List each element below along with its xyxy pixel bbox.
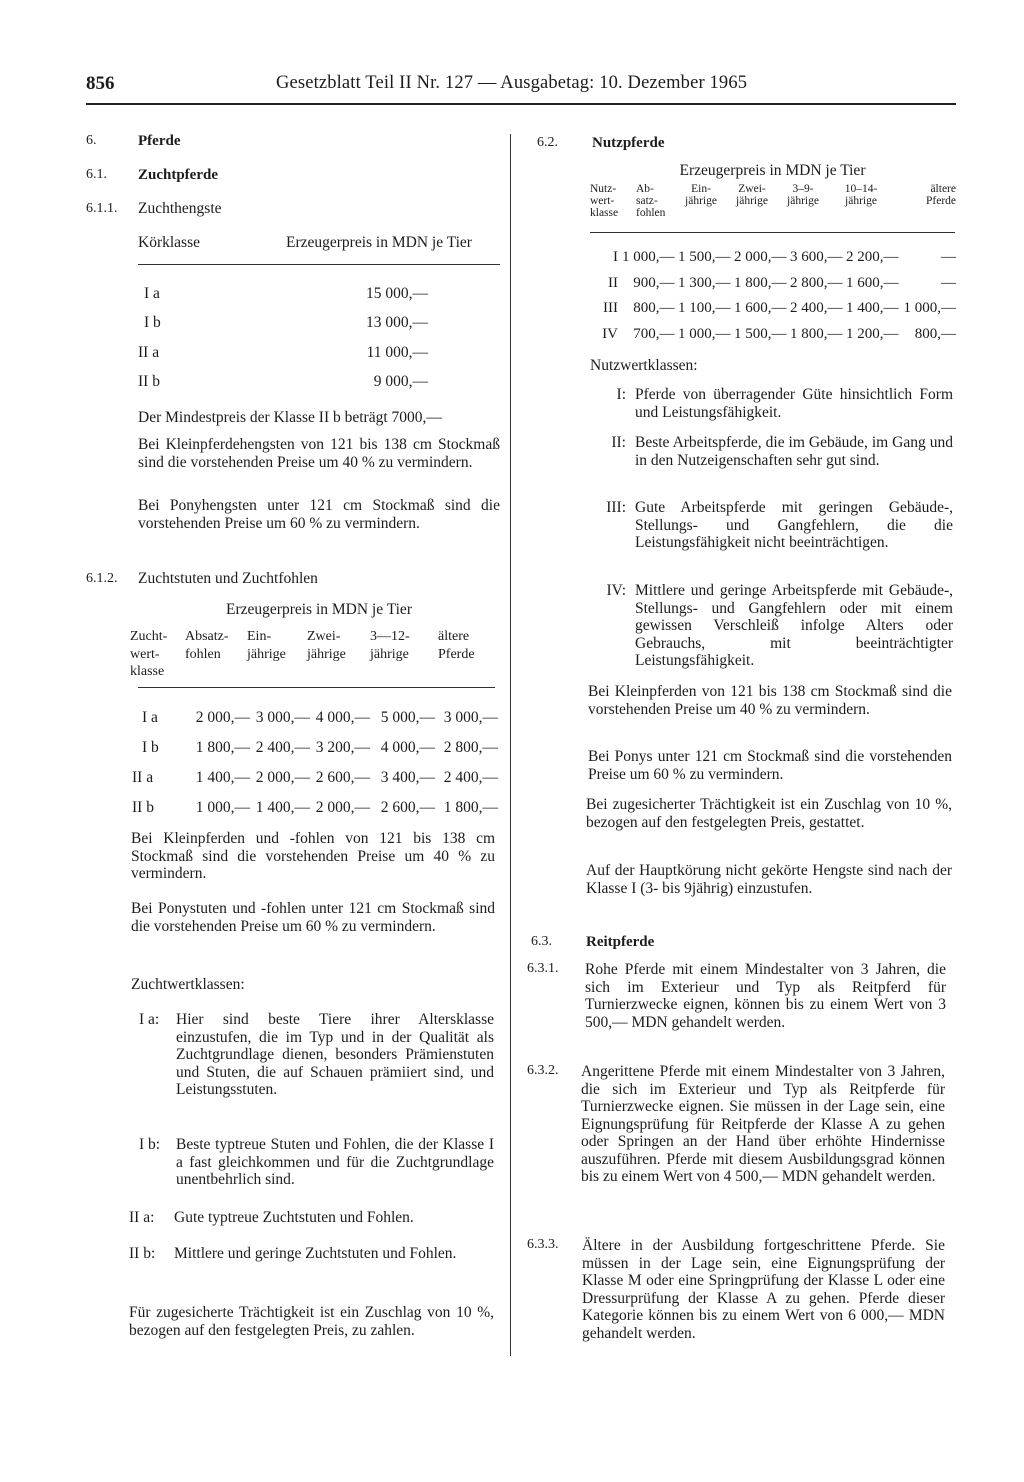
section-title-zuchtpferde: Zuchtpferde xyxy=(138,167,218,183)
note-kleinpferde: Bei Kleinpferden und -fohlen von 121 bis 138 cm Stockmaß sind die vorstehenden Preise um 40 % zu vermindern. xyxy=(131,830,495,882)
table-row xyxy=(138,338,428,368)
section-number: 6.3.1. xyxy=(527,961,559,976)
utility-price-table xyxy=(594,245,956,347)
table-rule xyxy=(138,687,495,688)
cell: 3 200,— xyxy=(315,739,370,756)
classes-title: Nutzwertklassen: xyxy=(590,357,698,374)
cell: 1 800,— xyxy=(790,325,843,342)
utility-table-header xyxy=(590,183,956,219)
note-ponys: Bei Ponys unter 121 cm Stockmaß sind die vorstehenden Preise um 60 % zu vermindern. xyxy=(588,748,952,783)
table-row xyxy=(594,271,956,297)
col-header: Zucht- wert- klasse xyxy=(130,629,168,679)
col-header: Ein- jährige xyxy=(247,629,286,662)
note-traechtigkeit: Bei zugesicherter Trächtigkeit ist ein Zuschlag von 10 %, bezogen auf den festgelegten Preis, gestattet. xyxy=(586,796,952,831)
table-caption: Erzeugerpreis in MDN je Tier xyxy=(226,601,412,618)
cell-preis: 11 000,— xyxy=(366,343,428,361)
class-label: II a: xyxy=(129,1209,155,1226)
col-header: Zwei- jährige xyxy=(736,183,768,207)
section-title-zuchthengste: Zuchthengste xyxy=(138,200,222,217)
page-number: 856 xyxy=(86,73,115,94)
col-header: 3–9- jährige xyxy=(787,183,819,207)
section-title-zuchtstuten: Zuchtstuten und Zuchtfohlen xyxy=(138,570,318,587)
mare-price-table xyxy=(130,703,498,823)
cell: 1 000,— xyxy=(903,300,956,317)
cell: I xyxy=(613,249,618,266)
cell: 1 400,— xyxy=(255,799,310,816)
table-row xyxy=(594,296,956,322)
cell: II xyxy=(608,274,618,291)
table-rule xyxy=(138,264,500,265)
section-text: Rohe Pferde mit einem Mindestalter von 3 Jahren, die sich im Exterieur und Typ als Reitpferd für Turnierzwecke eignen, können bis zu einem Wert von 3 500,— MDN gehandelt werden. xyxy=(585,961,946,1031)
cell-preis: 13 000,— xyxy=(366,314,428,332)
cell: 4 000,— xyxy=(315,709,370,726)
cell: 2 400,— xyxy=(255,739,310,756)
section-text: Angerittene Pferde mit einem Mindestalter von 3 Jahren, die sich im Exterieur und Typ als Reitpferde für Turnierzwecke eignen. Sie müssen in der Lage sein, eine Eignungsprüfung für Reitpferde der Klasse A zu gehen oder Springen an der Hand über erhöhte Hindernisse auszuführen. Pferde mit diesem Ausbildungsgrad können bis zu einem Wert von 4 500,— MDN gehandelt werden. xyxy=(581,1063,945,1185)
cell: — xyxy=(941,274,956,291)
col-header: 10–14- jährige xyxy=(844,183,878,207)
class-text: Beste Arbeitspferde, die im Gebäude, im Gang und in den Nutzeigenschaften sehr gut sind. xyxy=(635,434,953,469)
col-header: ältere Pferde xyxy=(438,629,475,662)
cell: 2 000,— xyxy=(195,709,250,726)
table-row xyxy=(138,279,428,309)
class-text: Pferde von überragender Güte hinsichtlich Form und Leistungsfähigkeit. xyxy=(635,386,953,421)
section-number: 6.3. xyxy=(531,934,552,949)
table-row xyxy=(594,322,956,348)
cell: 4 000,— xyxy=(380,739,435,756)
class-label: I: xyxy=(616,386,626,403)
cell: 2 400,— xyxy=(790,300,843,317)
cell: III xyxy=(603,300,618,317)
section-number: 6.1.1. xyxy=(86,201,118,216)
col-header: 3—12- jährige xyxy=(370,629,410,662)
cell: I b xyxy=(142,739,159,756)
cell: 1 100,— xyxy=(678,300,731,317)
cell: 1 200,— xyxy=(846,325,899,342)
running-title: Gesetzblatt Teil II Nr. 127 — Ausgabetag: 10. Dezember 1965 xyxy=(276,73,748,93)
cell: 2 200,— xyxy=(846,249,899,266)
class-label: I b: xyxy=(139,1136,161,1153)
cell: 1 600,— xyxy=(734,300,787,317)
section-title-reitpferde: Reitpferde xyxy=(586,934,655,950)
class-text: Mittlere und geringe Arbeitspferde mit Gebäude-, Stellungs- und Gangfehlern oder mit einem gewissen Verschleiß infolge Alters oder Gebrauchs, mit beeinträchtigter Leistungsfähigkeit. xyxy=(635,582,953,669)
section-number: 6.2. xyxy=(537,135,558,150)
col-header: Ein- jährige xyxy=(685,183,717,207)
cell: 1 300,— xyxy=(678,274,731,291)
note-hauptkoerung: Auf der Hauptkörung nicht gekörte Hengste sind nach der Klasse I (3- bis 9jährig) einzustufen. xyxy=(586,862,952,897)
cell-preis: 15 000,— xyxy=(366,284,428,302)
cell-klasse: I a xyxy=(144,284,160,302)
cell: II b xyxy=(132,799,154,816)
class-label: II b: xyxy=(129,1245,156,1262)
cell: 2 000,— xyxy=(734,249,787,266)
note-kleinpferde: Bei Kleinpferden von 121 bis 138 cm Stockmaß sind die vorstehenden Preise um 40 % zu vermindern. xyxy=(588,683,952,718)
cell: 1 000,— xyxy=(678,325,731,342)
cell: 2 800,— xyxy=(443,739,498,756)
cell: 2 400,— xyxy=(443,769,498,786)
note-kleinpferde: Bei Kleinpferdehengsten von 121 bis 138 cm Stockmaß sind die vorstehenden Preise um 40 % zu vermindern. xyxy=(138,436,500,471)
class-label: III: xyxy=(606,499,626,516)
section-number: 6.3.2. xyxy=(527,1063,559,1078)
table-row xyxy=(130,793,498,823)
cell: 800,— xyxy=(914,325,956,342)
cell-preis: 9 000,— xyxy=(373,373,428,391)
cell: 3 600,— xyxy=(790,249,843,266)
table-row xyxy=(138,309,428,339)
class-text: Mittlere und geringe Zuchtstuten und Fohlen. xyxy=(174,1245,457,1262)
cell: 2 800,— xyxy=(790,274,843,291)
class-label: II: xyxy=(611,434,626,451)
section-title-nutzpferde: Nutzpferde xyxy=(592,135,665,151)
section-title-pferde: Pferde xyxy=(138,133,181,149)
cell: 3 000,— xyxy=(443,709,498,726)
section-number: 6.1. xyxy=(86,167,107,182)
class-text: Beste typtreue Stuten und Fohlen, die der Klasse I a fast gleichkommen und für die Zuchtgrundlage unentbehrlich sind. xyxy=(176,1136,494,1188)
cell: 1 800,— xyxy=(734,274,787,291)
col-header-koerklasse: Körklasse xyxy=(138,234,200,251)
note-ponystuten: Bei Ponystuten und -fohlen unter 121 cm Stockmaß sind die vorstehenden Preise um 60 % zu vermindern. xyxy=(131,900,495,935)
section-number: 6. xyxy=(86,133,97,148)
cell: 5 000,— xyxy=(380,709,435,726)
cell: 1 600,— xyxy=(846,274,899,291)
table-rule xyxy=(590,232,955,233)
col-header: Nutz- wert- klasse xyxy=(590,183,619,219)
cell: 1 400,— xyxy=(846,300,899,317)
cell: 1 800,— xyxy=(443,799,498,816)
cell: 1 000,— xyxy=(195,799,250,816)
cell-klasse: II b xyxy=(138,373,160,391)
note-traechtigkeit: Für zugesicherte Trächtigkeit ist ein Zuschlag von 10 %, bezogen auf den festgelegten Preis, zu zahlen. xyxy=(129,1304,494,1339)
note-ponys: Bei Ponyhengsten unter 121 cm Stockmaß sind die vorstehenden Preise um 60 % zu vermindern. xyxy=(138,497,500,532)
stallion-price-table xyxy=(138,279,428,397)
cell: 3 000,— xyxy=(255,709,310,726)
header-rule xyxy=(86,103,956,105)
column-separator xyxy=(510,134,511,1356)
cell: 700,— xyxy=(633,325,675,342)
col-header: Ab- satz- fohlen xyxy=(636,183,666,219)
class-label: I a: xyxy=(139,1011,160,1028)
cell-klasse: I b xyxy=(144,314,161,332)
cell: 2 000,— xyxy=(255,769,310,786)
mare-table-header xyxy=(130,628,498,681)
class-text: Gute typtreue Zuchtstuten und Fohlen. xyxy=(174,1209,414,1226)
cell: 900,— xyxy=(633,274,675,291)
cell: 1 000,— xyxy=(622,249,675,266)
table-row xyxy=(130,703,498,733)
table-row xyxy=(594,245,956,271)
cell: 2 600,— xyxy=(380,799,435,816)
class-text: Hier sind beste Tiere ihrer Altersklasse einzustufen, die im Typ und in der Qualität als Zuchtgrundlage dienen, besonders Prämienstuten und Stuten, die auf Schauen prämiiert sind, und Leistungsstuten. xyxy=(176,1011,494,1098)
classes-title: Zuchtwertklassen: xyxy=(131,976,245,993)
class-text: Gute Arbeitspferde mit geringen Gebäude-, Stellungs- und Gangfehlern, die die Leistungsfähigkeit nicht beeinträchtigen. xyxy=(635,499,953,551)
section-number: 6.1.2. xyxy=(86,571,118,586)
table-caption: Erzeugerpreis in MDN je Tier xyxy=(679,162,866,179)
cell: — xyxy=(941,249,956,266)
section-text: Ältere in der Ausbildung fortgeschrittene Pferde. Sie müssen in der Lage sein, eine Eignungsprüfung der Klasse M oder eine Springprüfung der Klasse L oder eine Dressurprüfung der Klasse A zu gehen. Pferde dieser Kategorie können bis zu einem Wert von 6 000,— MDN gehandelt werden. xyxy=(582,1237,945,1342)
table-row xyxy=(130,763,498,793)
col-header-preis: Erzeugerpreis in MDN je Tier xyxy=(286,234,472,251)
cell: 3 400,— xyxy=(380,769,435,786)
cell: 1 500,— xyxy=(678,249,731,266)
col-header: Absatz- fohlen xyxy=(185,629,229,662)
cell: IV xyxy=(602,325,618,342)
cell-klasse: II a xyxy=(138,343,160,361)
col-header: ältere Pferde xyxy=(925,183,956,207)
cell: 1 500,— xyxy=(734,325,787,342)
table-row xyxy=(130,733,498,763)
cell: 1 400,— xyxy=(195,769,250,786)
cell: 1 800,— xyxy=(195,739,250,756)
section-number: 6.3.3. xyxy=(527,1237,559,1252)
cell: 2 000,— xyxy=(315,799,370,816)
table-row xyxy=(138,368,428,398)
note-mindestpreis: Der Mindestpreis der Klasse II b beträgt 7000,— xyxy=(138,409,442,426)
cell: 800,— xyxy=(633,300,675,317)
cell: 2 600,— xyxy=(315,769,370,786)
class-label: IV: xyxy=(606,582,626,599)
col-header: Zwei- jährige xyxy=(307,629,346,662)
cell: I a xyxy=(142,709,158,726)
cell: II a xyxy=(132,769,154,786)
